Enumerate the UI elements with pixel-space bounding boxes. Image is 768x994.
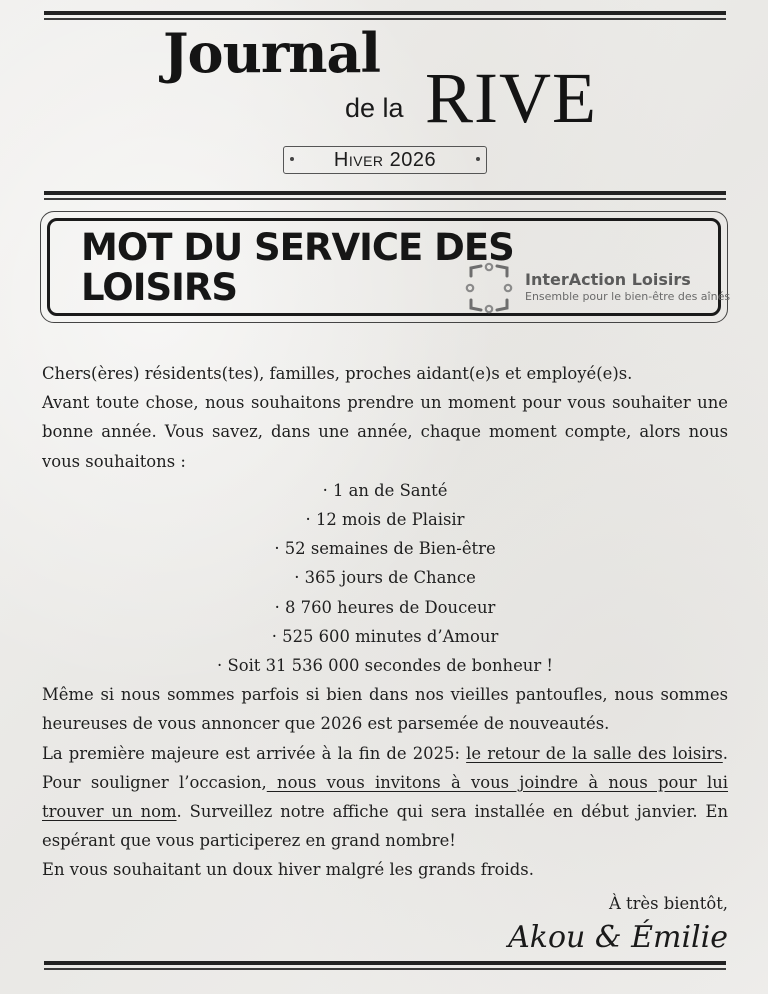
section-title: MOT DU SERVICE DES LOISIRS [81,226,514,309]
masthead-title-rive: RIVE [425,58,597,138]
news-paragraph: Même si nous sommes parfois si bien dans nos vieilles pantoufles, nous sommes heureuses de vous annoncer que 2026 est parsemée de nouveautés. [42,685,728,734]
interaction-loisirs-logo-icon [465,262,513,314]
wish-item: · 52 semaines de Bien-être [274,539,496,559]
closing: À très bientôt, [608,893,728,913]
masthead [0,22,768,142]
ornament-dot-icon [476,157,480,161]
greeting: Chers(ères) résidents(tes), familles, proches aidant(e)s et employé(e)s. [42,364,633,383]
wishes-paragraph: En vous souhaitant un doux hiver malgré les grands froids. [42,860,534,880]
announcement-text: La première majeure est arrivée à la fin de 2025: [42,743,467,763]
ornament-dot-icon [290,157,294,161]
wish-item: · Soit 31 536 000 secondes de bonheur ! [217,656,553,676]
interaction-loisirs-logo [465,262,731,314]
salle-des-loisirs-highlight: le retour de la salle des loisirs [466,743,723,763]
signature: Akou & Émilie [508,919,728,955]
wish-item: · 365 jours de Chance [294,568,476,588]
edition-label: Hiver 2026 [333,148,437,171]
wish-item: · 1 an de Santé [322,480,448,500]
masthead-title-journal: Journal [163,21,381,85]
intro-paragraph: Avant toute chose, nous souhaitons prendre un moment pour vous souhaiter une bonne année. Vous savez, dans une année, chaque moment compte, alors nous vous souhaitons : [42,393,728,471]
wish-item: · 8 760 heures de Douceur [274,597,496,617]
letter-body [42,359,728,956]
wish-item: · 12 mois de Plaisir [305,510,465,530]
top-divider [44,11,726,20]
masthead-divider [44,191,726,200]
naming-invitation-highlight: nous vous invitons à vous joindre à nous pour lui trouver un nom [42,772,729,822]
logo-name: InterAction Loisirs [525,270,691,289]
logo-tagline: Ensemble pour le bien-être des aînés [525,290,731,303]
announcement-text: . Surveillez notre affiche qui sera installée en début janvier. En espérant que vous participerez en grand nombre! [42,802,728,851]
announcement-paragraph [42,739,728,856]
wish-item: · 525 600 minutes d’Amour [271,626,499,646]
edition-badge [283,146,487,174]
masthead-title-de-la: de la [345,93,404,123]
bottom-divider [44,961,726,970]
announcement-text: . Pour souligner l’occasion, [42,743,728,792]
